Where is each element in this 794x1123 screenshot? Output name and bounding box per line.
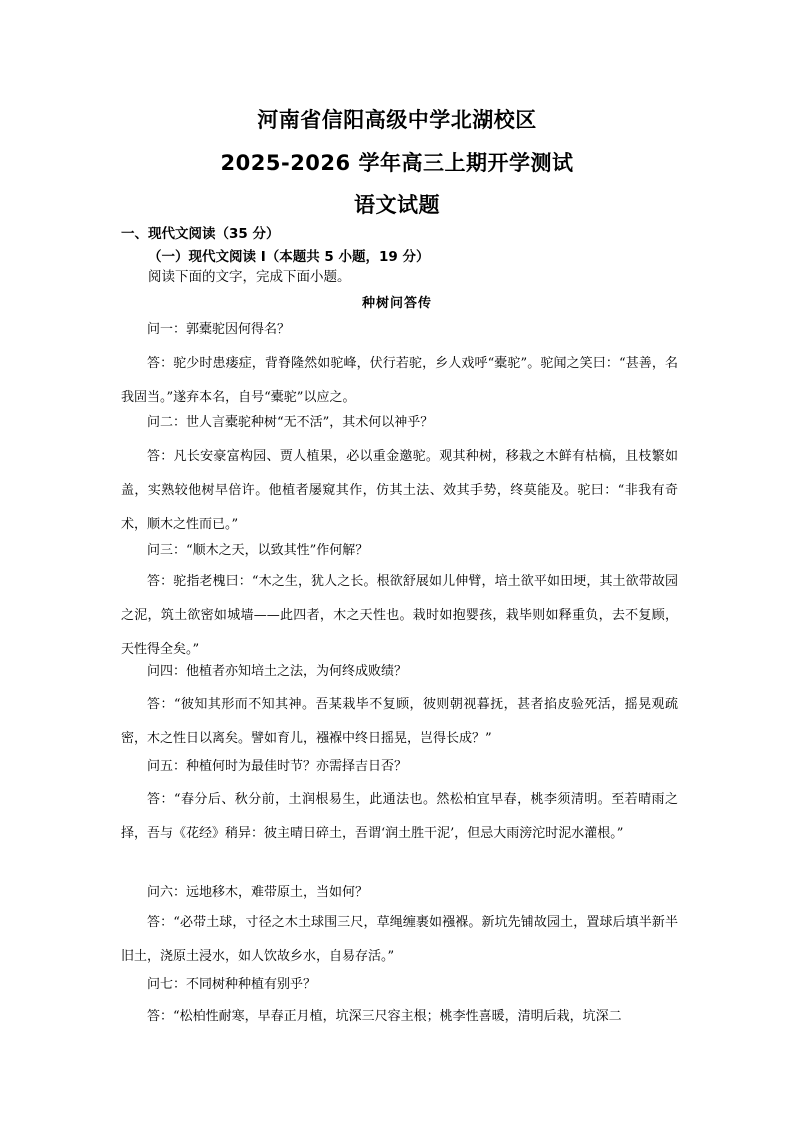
question-2: 问二：世人言橐驼种树“无不活”，其术何以神乎？ <box>147 415 434 430</box>
answer-2: 答：凡长安豪富构园、贾人植果，必以重金邀驼。观其种树，移栽之木鲜有枯槁，且枝繁如盖，实熟较他树早倍许。他植者屡窥其作，仿其土法、效其手势，终莫能及。驼曰：“非我有奇术，顺木之性而已。” <box>121 449 678 532</box>
question-6: 问六：远地移木，难带原土，当如何？ <box>147 885 369 900</box>
exam-title: 2025-2026 学年高三上期开学测试 <box>220 151 574 175</box>
sub-section-heading: （一）现代文阅读 I（本题共 5 小题，19 分） <box>148 249 430 265</box>
answer-5: 答：“春分后、秋分前，土润根易生，此通法也。然松柏宜早春，桃李须清明。至若晴雨之择，吾与《花经》稍异：彼主晴日碎土，吾谓‘润土胜干泥’，但忌大雨滂沱时泥水灌根。” <box>121 792 678 841</box>
question-7: 问七：不同树种种植有别乎？ <box>147 977 317 992</box>
question-3: 问三：“顺木之天，以致其性”作何解？ <box>147 543 369 558</box>
answer-1: 答：驼少时患瘘症，背脊隆然如驼峰，伏行若驼，乡人戏呼“橐驼”。驼闻之笑曰：“甚善，名我固当。”遂弃本名，自号“橐驼”以应之。 <box>121 356 678 405</box>
question-5: 问五：种植何时为最佳时节？亦需择吉日否？ <box>147 759 408 774</box>
answer-7: 答：“松柏性耐寒，早春正月植，坑深三尺容主根；桃李性喜暖，清明后栽，坑深二 <box>147 1009 622 1024</box>
school-title: 河南省信阳高级中学北湖校区 <box>257 108 537 132</box>
subject-title: 语文试题 <box>354 193 440 217</box>
section-heading: 一、现代文阅读（35 分） <box>121 226 280 242</box>
essay-title: 种树问答传 <box>361 296 432 311</box>
answer-6: 答：“必带土球，寸径之木土球围三尺，草绳缠裹如襁褓。新坑先铺故园土，置球后填半新半旧土，浇原土浸水，如人饮故乡水，自易存活。” <box>121 915 678 964</box>
answer-4: 答：“彼知其形而不知其神。吾某栽毕不复顾，彼则朝视暮抚，甚者掐皮验死活，摇晃观疏密，木之性日以离矣。譬如育儿，襁褓中终日摇晃，岂得长成？” <box>121 697 678 746</box>
answer-3: 答：驼指老槐曰：“木之生，犹人之长。根欲舒展如儿伸臂，培土欲平如田埂，其土欲带故园之泥，筑土欲密如城墙——此四者，木之天性也。栽时如抱婴孩，栽毕则如释重负，去不复顾，天性得全矣。” <box>121 574 678 657</box>
question-1: 问一：郭橐驼因何得名？ <box>147 322 291 337</box>
question-4: 问四：他植者亦知培土之法，为何终成败绩？ <box>147 664 408 679</box>
reading-instruction: 阅读下面的文字，完成下面小题。 <box>148 269 351 285</box>
